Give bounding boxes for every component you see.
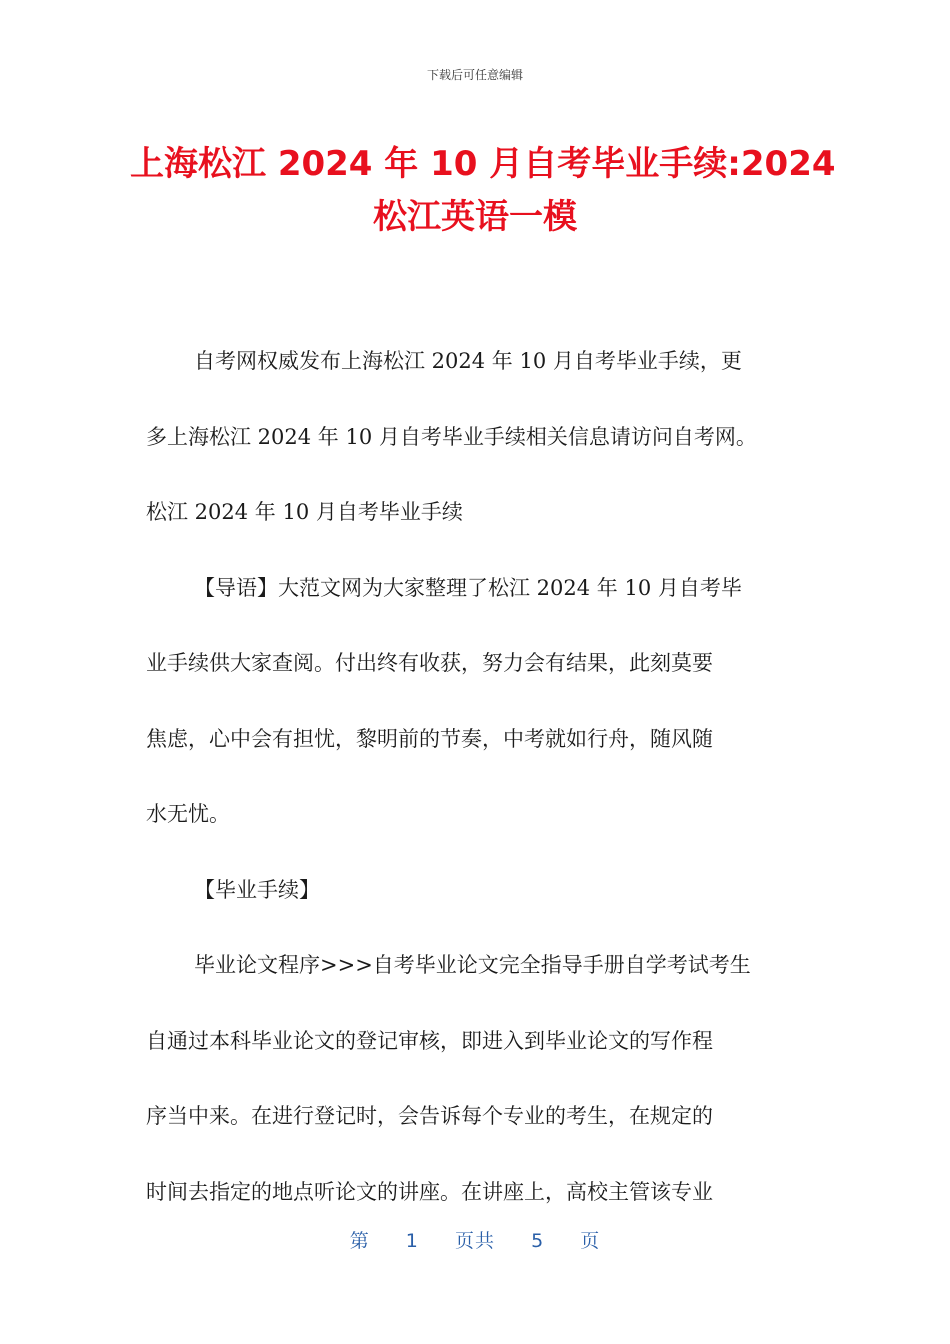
document-title [130, 138, 836, 244]
body-line: 业手续供大家查阅。付出终有收获，努力会有结果，此刻莫要 [146, 651, 713, 675]
footer-mid: 页共 [454, 1230, 495, 1252]
footer-suffix: 页 [580, 1230, 601, 1252]
header-note: 下载后可任意编辑 [426, 68, 523, 82]
footer-prefix: 第 [349, 1230, 370, 1252]
document-body [146, 324, 806, 1230]
body-line: 时间去指定的地点听论文的讲座。在讲座上，高校主管该专业 [146, 1179, 713, 1204]
section-heading: 【毕业手续】 [194, 877, 320, 902]
body-line: 【导语】大范文网为大家整理了松江 2024 年 10 月自考毕 [194, 575, 742, 600]
footer-page-number: 1 [405, 1230, 419, 1252]
body-line: 自通过本科毕业论文的登记审核，即进入到毕业论文的写作程 [146, 1028, 713, 1053]
body-line: 毕业论文程序>>>自考毕业论文完全指导手册自学考试考生 [194, 953, 751, 977]
body-line: 序当中来。在进行登记时，会告诉每个专业的考生，在规定的 [146, 1104, 713, 1128]
footer-total-pages: 5 [531, 1230, 545, 1252]
body-line: 松江 2024 年 10 月自考毕业手续 [146, 500, 463, 524]
title-line-1: 上海松江 2024 年 10 月自考毕业手续:2024 [130, 144, 836, 184]
body-line: 焦虑，心中会有担忧，黎明前的节奏，中考就如行舟，随风随 [146, 726, 713, 751]
body-line: 自考网权威发布上海松江 2024 年 10 月自考毕业手续，更 [194, 349, 742, 373]
title-line-2: 松江英语一模 [373, 197, 577, 237]
body-line: 多上海松江 2024 年 10 月自考毕业手续相关信息请访问自考网。 [146, 424, 757, 449]
page-footer [0, 1226, 950, 1253]
body-line: 水无忧。 [146, 802, 230, 826]
